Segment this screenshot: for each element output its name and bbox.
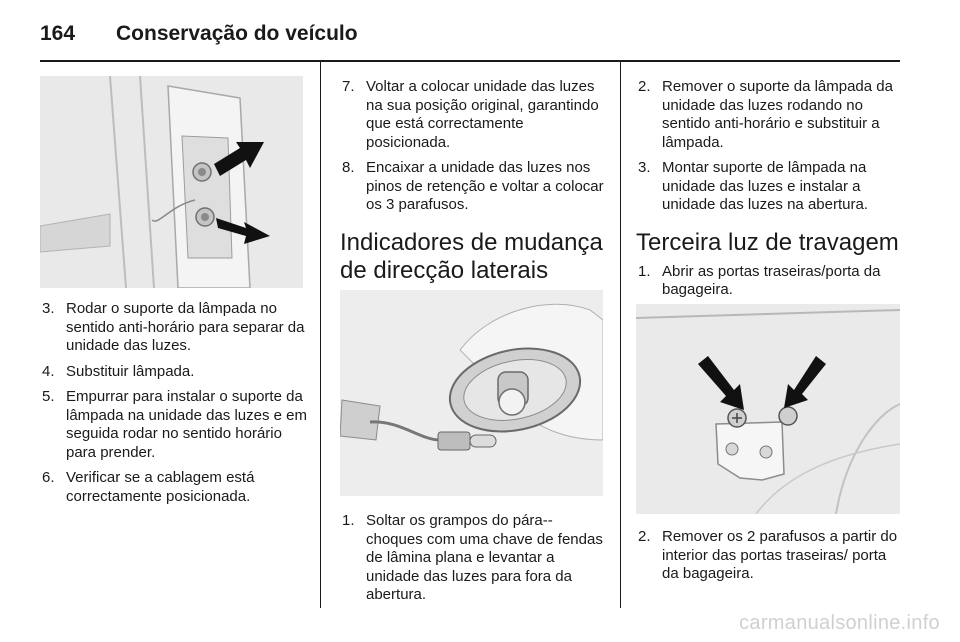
steps-col2-top: [340, 78, 608, 215]
list-item: 3. Montar suporte de lâmpada na unidade das luzes e instalar a unidade das luzes na abertura.: [638, 159, 868, 213]
header-rule: [40, 60, 900, 62]
steps-col1: [40, 300, 308, 506]
list-item: 7. Voltar a colocar unidade das luzes na sua posição original, garantindo que está correctamente posicionada.: [342, 78, 599, 151]
list-item: 6. Verificar se a cablagem está correctamente posicionada.: [42, 469, 255, 505]
column-2-text-bottom: [340, 512, 608, 612]
column-1-text: [40, 300, 308, 513]
column-3-text-bottom: [636, 528, 904, 591]
column-3-text-top: [636, 78, 904, 307]
side-indicator-drawing: [340, 290, 603, 496]
column-divider-2: [620, 62, 621, 608]
section-heading-side-indicators: Indicadores de mudança de direcção laterais: [340, 228, 603, 284]
steps-col2-bottom: [340, 512, 608, 605]
list-item: 2. Remover os 2 parafusos a partir do interior das portas traseiras/ porta da bagageira.: [638, 528, 898, 582]
steps-col3-top: [636, 78, 904, 215]
list-item: 1. Soltar os grampos do pára--choques com uma chave de fendas de lâmina plana e levantar a unidade das luzes para fora da abertura.: [342, 512, 603, 603]
list-item: 8. Encaixar a unidade das luzes nos pinos de retenção e voltar a colocar os 3 parafusos.: [342, 159, 604, 213]
tail-light-housing-drawing: [40, 76, 303, 288]
list-item: 1. Abrir as portas traseiras/porta da bagageira.: [638, 262, 881, 298]
tail-light-housing-illustration: [40, 76, 303, 288]
third-brake-light-drawing: [636, 304, 900, 514]
steps-col3-bottom: [636, 528, 904, 584]
section-heading-third-brake-light: Terceira luz de travagem: [636, 228, 899, 256]
list-item: 3. Rodar o suporte da lâmpada no sentido anti-horário para separar da unidade das luzes.: [42, 300, 305, 354]
page-number: 164: [40, 22, 76, 45]
list-item: 4. Substituir lâmpada.: [42, 362, 195, 380]
page-header: [40, 12, 900, 58]
column-divider-1: [320, 62, 321, 608]
page-title: Conservação do veículo: [116, 22, 358, 45]
column-2-text-top: [340, 78, 608, 285]
third-brake-light-illustration: [636, 304, 900, 514]
side-indicator-illustration: [340, 290, 603, 496]
watermark-text: carmanualsonline.info: [739, 612, 940, 634]
list-item: 5. Empurrar para instalar o suporte da lâmpada na unidade das luzes e em seguida rodar no sentido horário para prender.: [42, 388, 307, 461]
steps-col3-mid: [636, 263, 904, 300]
list-item: 2. Remover o suporte da lâmpada da unidade das luzes rodando no sentido anti-horário e substituir a lâmpada.: [638, 78, 893, 151]
